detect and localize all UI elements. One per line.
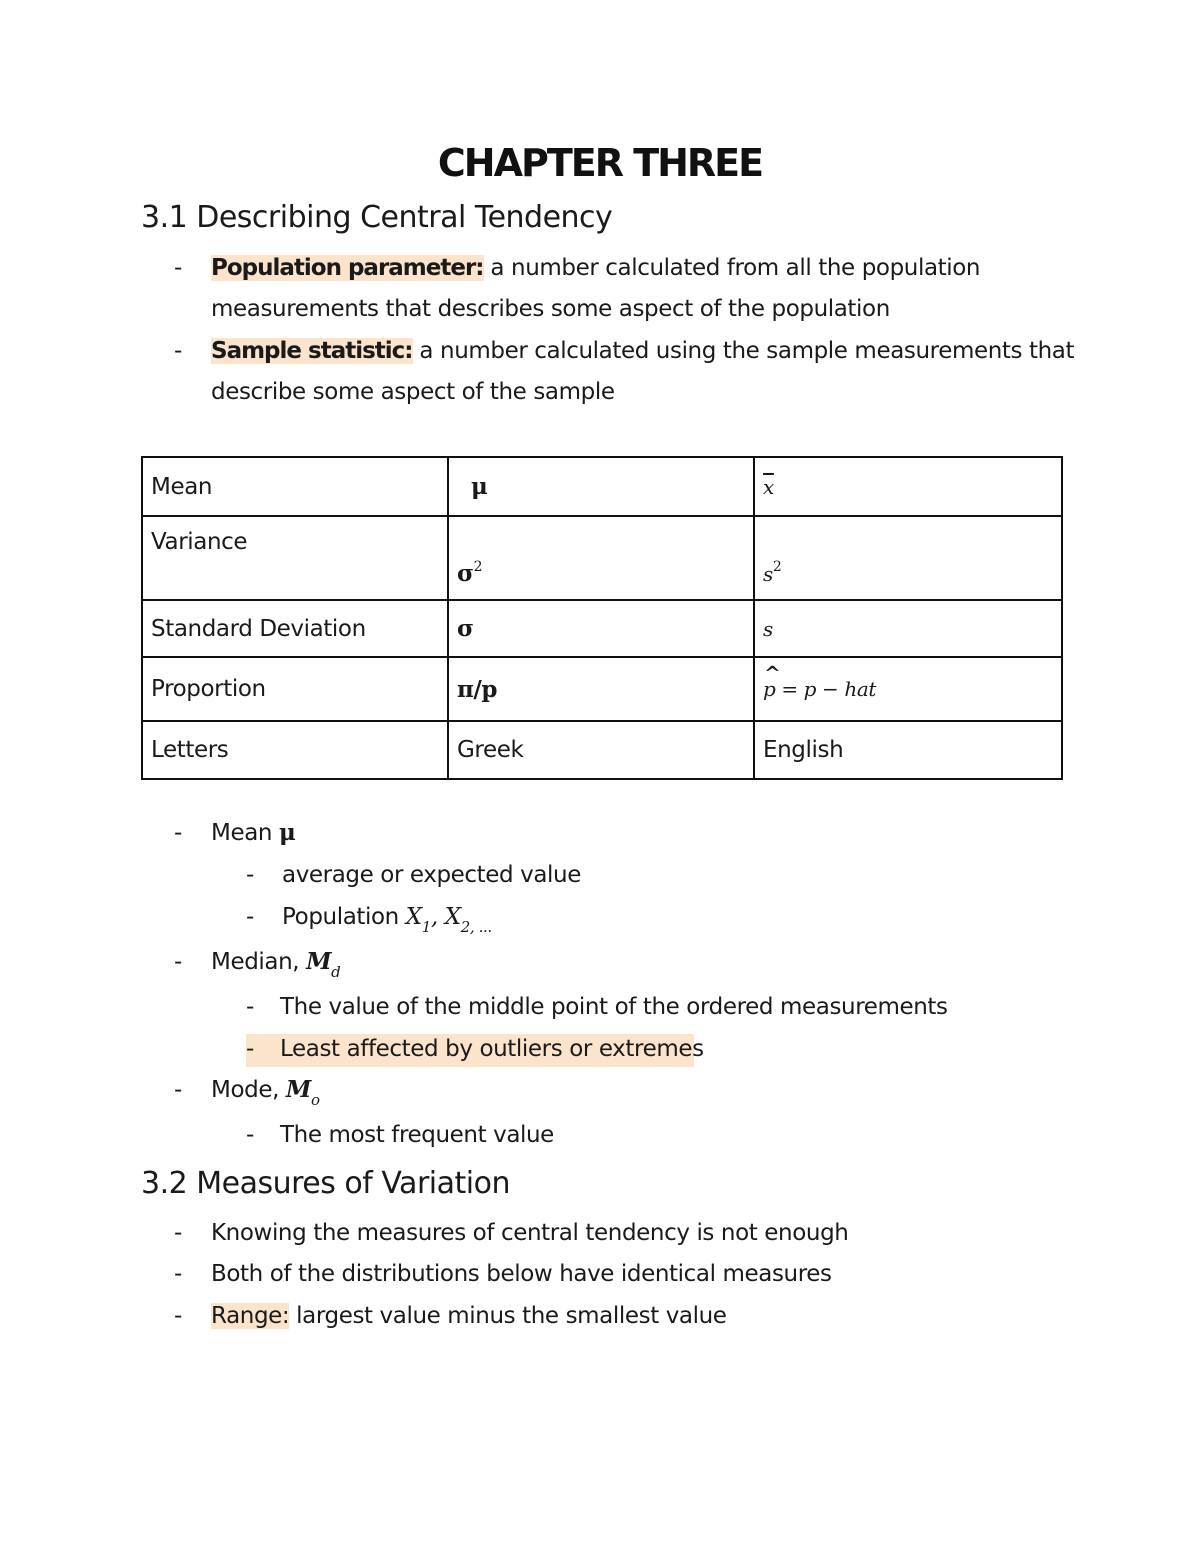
table-cell-sample: s bbox=[754, 600, 1062, 657]
bullet-dash: - bbox=[246, 994, 255, 1020]
table-row bbox=[142, 657, 1062, 721]
table-row bbox=[142, 516, 1062, 600]
bullet-dash: - bbox=[174, 1261, 183, 1287]
section-heading-3-1: 3.1 Describing Central Tendency bbox=[141, 200, 613, 235]
chapter-title: CHAPTER THREE bbox=[437, 141, 763, 185]
bullet-dash: - bbox=[174, 1220, 183, 1246]
list-item-median: Median, $M_d$ bbox=[211, 948, 341, 981]
bullet-dash: - bbox=[174, 255, 183, 281]
population-parameter-line bbox=[211, 253, 980, 283]
symbol-table bbox=[141, 456, 1063, 780]
sample-statistic-def: a number calculated using the sample measurements that bbox=[412, 338, 1075, 364]
table-cell-sample: ^ p = p − hat bbox=[754, 657, 1062, 721]
mu-symbol: μ bbox=[278, 819, 296, 846]
range-def: largest value minus the smallest value bbox=[289, 1303, 727, 1329]
list-item-mode: Mode, $M_o$ bbox=[211, 1076, 320, 1109]
sample-statistic-line bbox=[211, 336, 1074, 366]
table-cell-label: Standard Deviation bbox=[142, 600, 448, 657]
list-item-mean-sub2: Population $X_1$, $X_{2, ...}$ bbox=[282, 904, 492, 936]
bullet-dash: - bbox=[246, 904, 255, 930]
sample-statistic-term: Sample statistic: bbox=[211, 338, 413, 364]
table-cell-sample: $\overline{x}$ bbox=[754, 457, 1062, 516]
bullet-dash: - bbox=[174, 1303, 183, 1329]
population-parameter-term: Population parameter: bbox=[211, 255, 484, 281]
list-item-mode-sub1: The most frequent value bbox=[280, 1122, 554, 1148]
table-cell-pop: π/p bbox=[448, 657, 754, 721]
table-row bbox=[142, 457, 1062, 516]
variation-bullet-2: Both of the distributions below have identical measures bbox=[211, 1261, 832, 1287]
table-cell-label: Variance bbox=[142, 516, 448, 600]
population-parameter-def-cont: measurements that describes some aspect of the population bbox=[211, 296, 890, 322]
table-cell-pop: $\sigma^2$ bbox=[448, 516, 754, 600]
list-item-mean: Mean μ bbox=[211, 819, 296, 846]
bullet-dash: - bbox=[246, 1122, 255, 1148]
table-cell-label: Mean bbox=[142, 457, 448, 516]
table-cell-label: Proportion bbox=[142, 657, 448, 721]
bullet-dash: - bbox=[174, 949, 183, 975]
table-cell-pop: μ bbox=[448, 457, 754, 516]
list-item-median-sub1: The value of the middle point of the ordered measurements bbox=[280, 994, 948, 1020]
bullet-dash: - bbox=[246, 862, 255, 888]
bullet-dash: - bbox=[174, 338, 183, 364]
table-row bbox=[142, 721, 1062, 779]
list-item-mean-sub1: average or expected value bbox=[282, 862, 581, 888]
table-cell-pop: Greek bbox=[448, 721, 754, 779]
section-heading-3-2: 3.2 Measures of Variation bbox=[141, 1166, 510, 1201]
range-term: Range: bbox=[211, 1303, 290, 1329]
range-line bbox=[211, 1301, 727, 1331]
bullet-dash: - bbox=[174, 820, 183, 846]
sample-statistic-def-cont: describe some aspect of the sample bbox=[211, 379, 615, 405]
list-item-median-sub2: Least affected by outliers or extremes bbox=[280, 1036, 704, 1062]
table-cell-pop: σ bbox=[448, 600, 754, 657]
variation-bullet-1: Knowing the measures of central tendency is not enough bbox=[211, 1220, 849, 1246]
population-parameter-def: a number calculated from all the population bbox=[483, 255, 981, 281]
table-cell-label: Letters bbox=[142, 721, 448, 779]
table-cell-sample: English bbox=[754, 721, 1062, 779]
highlighted-line: - Least affected by outliers or extremes bbox=[246, 1034, 694, 1067]
table-row bbox=[142, 600, 1062, 657]
bullet-dash: - bbox=[174, 1077, 183, 1103]
table-cell-sample: $s^2$ bbox=[754, 516, 1062, 600]
